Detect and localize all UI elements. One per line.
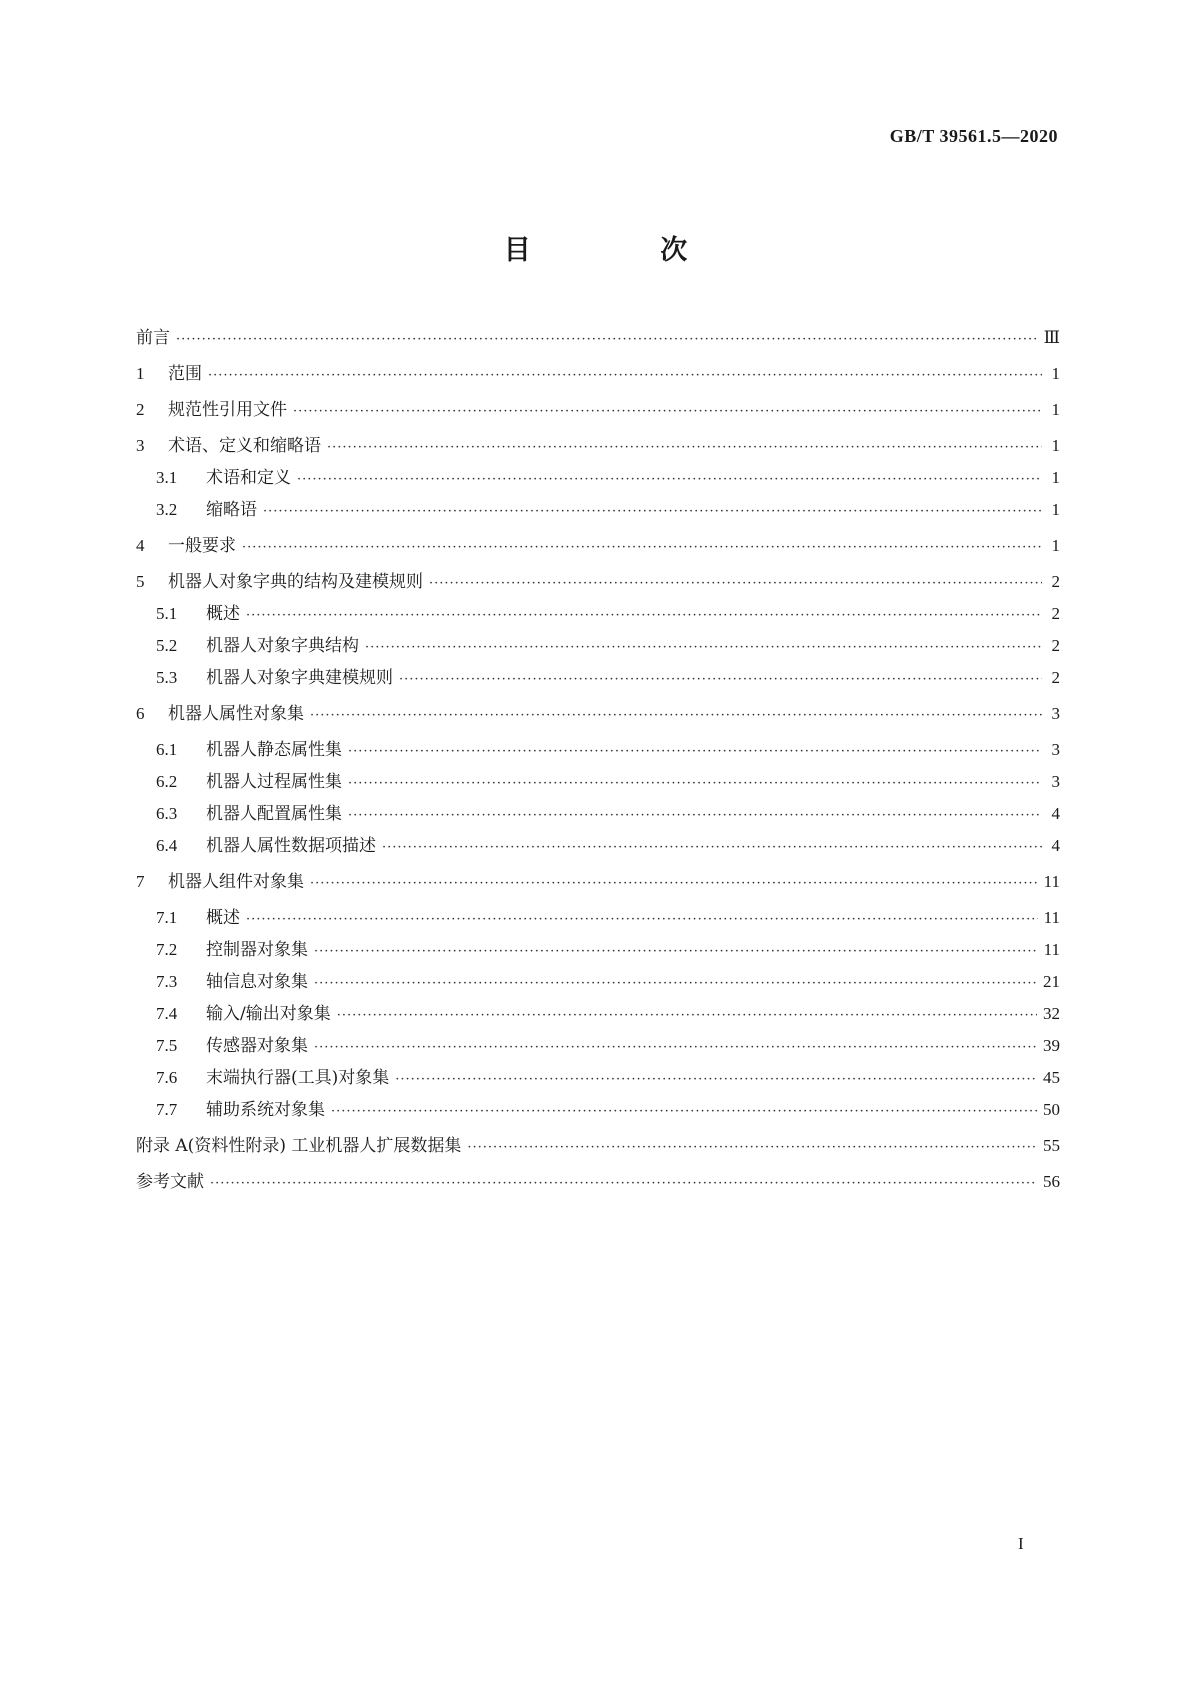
toc-entry-page: 1 [1051, 468, 1060, 487]
dot-leader [348, 741, 1042, 763]
toc-entry-number: 5.2 [156, 636, 178, 655]
toc-entry-label: 机器人对象字典结构 [206, 636, 359, 656]
toc-entry-label: 传感器对象集 [206, 1036, 308, 1056]
toc-entry-number: 5 [136, 572, 145, 591]
toc-entry-page: 39 [1043, 1036, 1060, 1055]
toc-entry-label: 概述 [206, 604, 240, 624]
toc-entry-label: 前言 [136, 328, 170, 348]
toc-entry-label: 输入/输出对象集 [206, 1004, 331, 1024]
toc-entry[interactable] [136, 1171, 1060, 1195]
dot-leader [327, 437, 1042, 459]
dot-leader [314, 941, 1038, 963]
toc-entry[interactable] [136, 703, 1060, 727]
toc-entry-page: 32 [1043, 1004, 1060, 1023]
standard-number: GB/T 39561.5—2020 [889, 126, 1058, 146]
toc-entry-page: 2 [1051, 636, 1060, 655]
toc-entry-number: 2 [136, 400, 145, 419]
toc-entry[interactable] [136, 1099, 1060, 1123]
toc-entry[interactable] [136, 803, 1060, 827]
toc-entry-page: Ⅲ [1043, 328, 1060, 347]
dot-leader [399, 669, 1042, 691]
toc-entry[interactable] [136, 535, 1060, 559]
toc-entry[interactable] [136, 939, 1060, 963]
page-title: 目 次 [503, 235, 748, 266]
dot-leader [246, 605, 1042, 627]
toc-entry-number: 1 [136, 364, 145, 383]
toc-entry-number: 7.5 [156, 1036, 178, 1055]
toc-entry-page: 2 [1051, 668, 1060, 687]
toc-entry-page: 2 [1051, 572, 1060, 591]
toc-entry-page: 11 [1043, 872, 1060, 891]
toc-entry-page: 4 [1051, 836, 1060, 855]
dot-leader [382, 837, 1042, 859]
toc-entry-page: 11 [1043, 940, 1060, 959]
toc-entry-label: 概述 [206, 908, 240, 928]
toc-entry-page: 3 [1051, 704, 1060, 723]
dot-leader [314, 1037, 1037, 1059]
toc-entry-label: 范围 [168, 364, 202, 384]
dot-leader [365, 637, 1042, 659]
toc-entry-label: 参考文献 [136, 1172, 204, 1192]
toc-entry[interactable] [136, 603, 1060, 627]
toc-entry-label: 末端执行器(工具)对象集 [206, 1068, 390, 1088]
toc-entry-page: 1 [1051, 536, 1060, 555]
toc-entry[interactable] [136, 363, 1060, 387]
toc-entry-label: 辅助系统对象集 [206, 1100, 325, 1120]
dot-leader [176, 329, 1038, 351]
toc-entry-number: 3.1 [156, 468, 178, 487]
toc-entry-label: 机器人配置属性集 [206, 804, 342, 824]
toc-entry[interactable] [136, 327, 1060, 351]
dot-leader [293, 401, 1042, 423]
toc-entry-label: 机器人对象字典建模规则 [206, 668, 393, 688]
toc-entry-label: 缩略语 [206, 500, 257, 520]
toc-entry[interactable] [136, 435, 1060, 459]
toc-entry[interactable] [136, 771, 1060, 795]
dot-leader [210, 1173, 1037, 1195]
toc-entry-label: 控制器对象集 [206, 940, 308, 960]
dot-leader [337, 1005, 1037, 1027]
toc-entry-number: 7 [136, 872, 145, 891]
toc-entry-label: 机器人属性数据项描述 [206, 836, 376, 856]
toc-entry-number: 3.2 [156, 500, 178, 519]
toc-entry-label: 机器人过程属性集 [206, 772, 342, 792]
toc-entry-page: 2 [1051, 604, 1060, 623]
toc-entry-label: 术语和定义 [206, 468, 291, 488]
toc-entry-number: 5.1 [156, 604, 178, 623]
dot-leader [429, 573, 1042, 595]
toc-entry-page: 45 [1043, 1068, 1060, 1087]
toc-entry-page: 21 [1043, 972, 1060, 991]
toc-entry-page: 1 [1051, 364, 1060, 383]
dot-leader [246, 909, 1038, 931]
toc-entry-label: 附录 A(资料性附录) 工业机器人扩展数据集 [136, 1136, 462, 1156]
toc-entry-page: 11 [1043, 908, 1060, 927]
toc-entry-number: 7.3 [156, 972, 178, 991]
toc-entry[interactable] [136, 635, 1060, 659]
toc-entry-label: 一般要求 [168, 536, 236, 556]
dot-leader [310, 873, 1038, 895]
toc-entry-label: 术语、定义和缩略语 [168, 436, 321, 456]
toc-entry[interactable] [136, 1135, 1060, 1159]
dot-leader [242, 537, 1042, 559]
toc-entry[interactable] [136, 971, 1060, 995]
table-of-contents [136, 327, 1060, 1195]
toc-entry[interactable] [136, 467, 1060, 491]
dot-leader [263, 501, 1042, 523]
toc-entry-number: 5.3 [156, 668, 178, 687]
toc-entry-number: 7.1 [156, 908, 178, 927]
toc-entry[interactable] [136, 907, 1060, 931]
toc-entry-number: 7.6 [156, 1068, 178, 1087]
toc-entry-page: 4 [1051, 804, 1060, 823]
toc-entry-number: 6.1 [156, 740, 178, 759]
toc-entry-label: 机器人属性对象集 [168, 704, 304, 724]
toc-entry-page: 1 [1051, 436, 1060, 455]
toc-entry-number: 6.3 [156, 804, 178, 823]
toc-entry[interactable] [136, 1003, 1060, 1027]
toc-entry-number: 7.2 [156, 940, 178, 959]
toc-entry[interactable] [136, 1035, 1060, 1059]
page-number: I [1018, 1534, 1024, 1553]
dot-leader [331, 1101, 1037, 1123]
toc-entry-page: 1 [1051, 500, 1060, 519]
toc-entry-number: 6 [136, 704, 145, 723]
toc-entry-page: 3 [1051, 772, 1060, 791]
toc-entry-page: 56 [1043, 1172, 1060, 1191]
toc-entry[interactable] [136, 835, 1060, 859]
dot-leader [467, 1137, 1037, 1159]
toc-entry-number: 7.4 [156, 1004, 178, 1023]
toc-entry-page: 50 [1043, 1100, 1060, 1119]
toc-entry-number: 6.2 [156, 772, 178, 791]
toc-entry[interactable] [136, 739, 1060, 763]
dot-leader [348, 773, 1042, 795]
dot-leader [208, 365, 1042, 387]
toc-entry-number: 4 [136, 536, 145, 555]
dot-leader [314, 973, 1037, 995]
toc-entry-page: 55 [1043, 1136, 1060, 1155]
dot-leader [297, 469, 1042, 491]
dot-leader [395, 1069, 1037, 1091]
toc-entry-number: 3 [136, 436, 145, 455]
toc-entry-label: 轴信息对象集 [206, 972, 308, 992]
toc-entry-number: 7.7 [156, 1100, 178, 1119]
toc-entry-number: 6.4 [156, 836, 178, 855]
toc-entry[interactable] [136, 499, 1060, 523]
toc-entry-label: 机器人静态属性集 [206, 740, 342, 760]
toc-entry[interactable] [136, 871, 1060, 895]
toc-entry[interactable] [136, 399, 1060, 423]
toc-entry-label: 机器人组件对象集 [168, 872, 304, 892]
dot-leader [348, 805, 1042, 827]
toc-entry-label: 规范性引用文件 [168, 400, 287, 420]
toc-entry[interactable] [136, 1067, 1060, 1091]
toc-entry[interactable] [136, 571, 1060, 595]
toc-entry[interactable] [136, 667, 1060, 691]
toc-entry-page: 1 [1051, 400, 1060, 419]
dot-leader [310, 705, 1042, 727]
toc-entry-label: 机器人对象字典的结构及建模规则 [168, 572, 423, 592]
toc-entry-page: 3 [1051, 740, 1060, 759]
